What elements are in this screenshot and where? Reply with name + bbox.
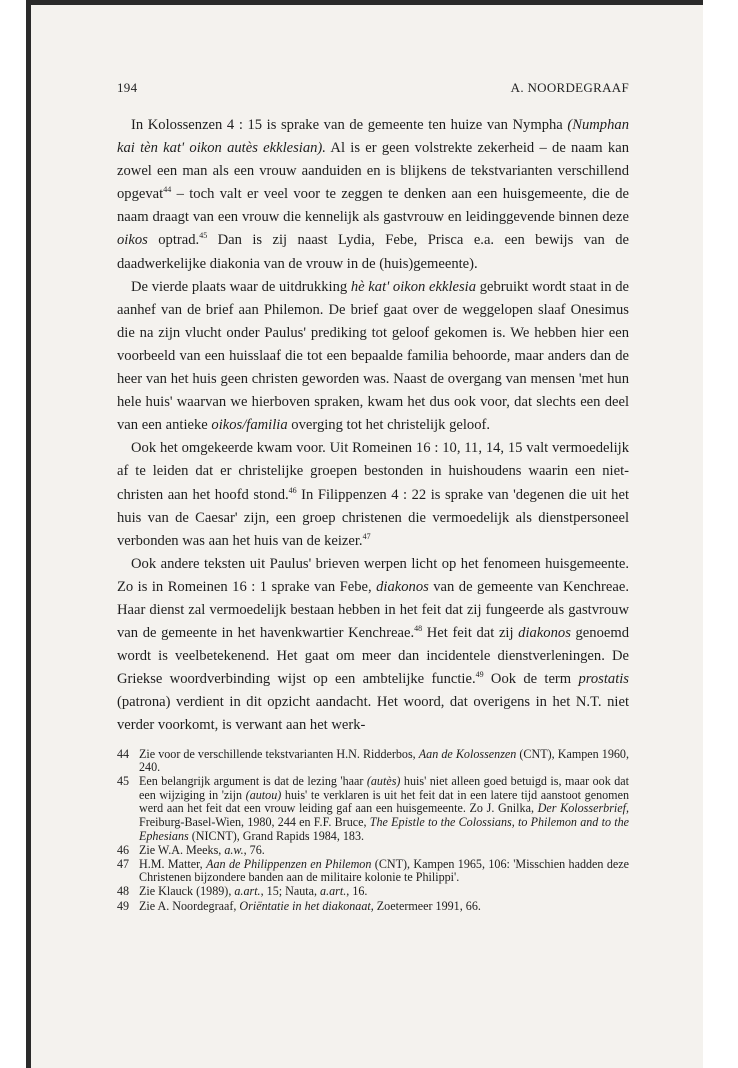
footnote-number: 49 bbox=[117, 898, 130, 913]
text-run: gebruikt wordt staat in de aanhef van de brief aan Philemon. De brief gaat over de weggelopen slaaf Onesimus die na zijn vlucht onder Paulus' prediking tot geloof gekomen is. We hebben hier een voorbeeld van een huisslaaf die tot een bepaalde familia behoorde, maar anders dan de heer van het huis geen christen geworden was. Naast de overgang van mensen 'met hun hele huis' waarvan we hierboven spraken, kwam het dus ook voor, dat slechts een deel van een antieke bbox=[117, 278, 630, 434]
running-header bbox=[117, 80, 629, 96]
italic-run: diakonos bbox=[518, 625, 571, 642]
italic-run: diakonos bbox=[376, 578, 429, 595]
text-run: Ook het omgekeerde kwam voor. Uit Romeinen 16 : 10, 11, 14, 15 valt vermoedelijk af te leiden dat er christelijke groepen bestonden in huishoudens waarin een niet-christen aan het hoofd stond. bbox=[117, 440, 629, 503]
italic-run: Oriëntatie in het diakonaat, bbox=[239, 898, 374, 913]
paragraph bbox=[117, 437, 629, 552]
footnote-text bbox=[139, 885, 629, 899]
footnote-reference: 47 bbox=[362, 531, 371, 541]
footnote-number: 46 bbox=[117, 842, 130, 857]
text-run: H.M. Matter, bbox=[139, 856, 207, 871]
footnote-reference: 49 bbox=[475, 670, 484, 680]
text-run: optrad. bbox=[147, 232, 200, 249]
text-run: (patrona) verdient in dit opzicht aandacht. Het woord, dat overigens in het N.T. niet verder voorkomt, is verwant aan het werk- bbox=[117, 694, 629, 734]
footnote-text bbox=[139, 844, 629, 858]
footnotes bbox=[117, 748, 629, 914]
running-head-author: A. NOORDEGRAAF bbox=[510, 80, 629, 95]
text-run: In Kolossenzen 4 : 15 is sprake van de gemeente ten huize van Nympha bbox=[131, 117, 568, 133]
footnote bbox=[117, 858, 629, 885]
text-run: Zie voor de verschillende tekstvarianten H.N. Ridderbos, bbox=[139, 746, 419, 761]
text-run: huis' niet alleen goed betuigd is, maar ook dat een wijziging in 'zijn bbox=[139, 774, 629, 802]
italic-run: Aan de Philippenzen en Philemon bbox=[206, 856, 372, 871]
paragraph bbox=[117, 553, 629, 738]
footnote-reference: 45 bbox=[199, 231, 208, 241]
text-run: huis' te verklaren is uit het feit dat in een latere tijd aanstoot genomen werd aan het feit dat een vrouw leiding gaf aan een huisgemeente. Zo J. Gnilka, bbox=[139, 787, 629, 816]
text-run: genoemd wordt is veelbetekenend. Het gaat om meer dan incidentele dienstverleningen. De Griekse woordverbinding wijst op een ambtelijke functie. bbox=[117, 625, 629, 688]
footnote bbox=[117, 900, 629, 914]
text-run: (CNT), Kampen 1960, 240. bbox=[139, 746, 629, 775]
text-run: De vierde plaats waar de uitdrukking bbox=[131, 278, 351, 295]
body-text bbox=[117, 114, 629, 738]
footnote-number: 48 bbox=[117, 884, 130, 899]
text-run: , 76. bbox=[243, 842, 265, 857]
text-run: (NICNT), Grand Rapids 1984, 183. bbox=[188, 828, 365, 843]
footnote bbox=[117, 748, 629, 775]
italic-run: Aan de Kolossenzen bbox=[418, 746, 517, 761]
italic-run: Der Kolosserbrief, bbox=[537, 801, 630, 816]
text-run: , 15; Nauta, bbox=[260, 884, 321, 899]
italic-run: (autès) bbox=[366, 774, 401, 789]
footnote-text bbox=[139, 748, 629, 775]
text-run: overging tot het christelijk geloof. bbox=[287, 417, 491, 434]
scan-right-margin bbox=[703, 0, 738, 1068]
footnote-text bbox=[139, 900, 629, 914]
italic-run: prostatis bbox=[578, 671, 629, 688]
text-run: , 16. bbox=[346, 884, 368, 899]
footnote-text bbox=[139, 775, 629, 843]
footnote-number: 47 bbox=[117, 856, 130, 871]
paragraph bbox=[117, 276, 629, 438]
text-run: Het feit dat zij bbox=[422, 625, 519, 642]
footnote-text bbox=[139, 858, 629, 885]
text-run: Al is er geen volstrekte zekerheid – de naam kan zowel een man als een vrouw aanduiden en is blijkens de tekstvarianten verschillend opgevat bbox=[117, 140, 629, 203]
page-number: 194 bbox=[117, 80, 138, 95]
italic-run: a.art. bbox=[234, 884, 261, 899]
text-run: Een belangrijk argument is dat de lezing 'haar bbox=[139, 774, 367, 789]
text-run: Zoetermeer 1991, 66. bbox=[373, 898, 481, 913]
text-run: – toch valt er veel voor te zeggen te denken aan een huisgemeente, die de naam draagt van een vrouw die kennelijk als gastvrouw en leidinggevende binnen deze bbox=[117, 186, 629, 226]
italic-run: oikos/familia bbox=[211, 417, 288, 434]
footnote bbox=[117, 844, 629, 858]
italic-run: The Epistle to the Colossians, to Philemon and to the Ephesians bbox=[139, 815, 629, 843]
italic-run: a.art. bbox=[320, 884, 347, 899]
text-run: Zie A. Noordegraaf, bbox=[139, 898, 240, 913]
footnote bbox=[117, 775, 629, 843]
text-run: Zie W.A. Meeks, bbox=[139, 842, 225, 857]
text-run: Ook andere teksten uit Paulus' brieven werpen licht op het fenomeen huisgemeente. Zo is in Romeinen 16 : 1 sprake van Febe, bbox=[117, 555, 629, 595]
text-run: Dan is zij naast Lydia, Febe, Prisca e.a. een bewijs van de daadwerkelijke diakonia van de vrouw in de (huis)gemeente). bbox=[117, 232, 629, 272]
footnote-number: 45 bbox=[117, 774, 130, 789]
italic-run: a.w. bbox=[224, 842, 244, 857]
text-run: Zie Klauck (1989), bbox=[139, 884, 235, 899]
text-run: (CNT), Kampen 1965, 106: 'Misschien hadden deze Christenen bijzondere banden aan de militaire kolonie te Philippi'. bbox=[139, 856, 629, 885]
text-run: van de gemeente van Kenchreae. Haar dienst zal vermoedelijk bestaan hebben in het feit dat zij fungeerde als gastvrouw van de gemeente in het havenkwartier Kenchreae. bbox=[117, 578, 629, 642]
page-content bbox=[117, 80, 629, 914]
footnote-reference: 48 bbox=[414, 624, 423, 634]
italic-run: oikos bbox=[117, 232, 148, 249]
footnote-reference: 46 bbox=[288, 485, 297, 495]
italic-run: hè kat' oikon ekklesia bbox=[350, 278, 477, 295]
text-run: In Filippenzen 4 : 22 is sprake van 'degenen die uit het huis van de Caesar' zijn, een groep christenen die vermoedelijk als dienstpersoneel verbonden was aan het huis van de keizer. bbox=[117, 486, 629, 549]
italic-run: (Numphan kai tèn kat' oikon autès ekklesian). bbox=[117, 117, 629, 157]
footnote-number: 44 bbox=[117, 746, 130, 761]
footnote-reference: 44 bbox=[163, 185, 172, 195]
text-run: Ook de term bbox=[483, 671, 579, 688]
paragraph bbox=[117, 114, 629, 276]
footnote bbox=[117, 885, 629, 899]
italic-run: (autou) bbox=[245, 787, 282, 802]
text-run: Freiburg-Basel-Wien, 1980, 244 en F.F. Bruce, bbox=[139, 815, 370, 829]
